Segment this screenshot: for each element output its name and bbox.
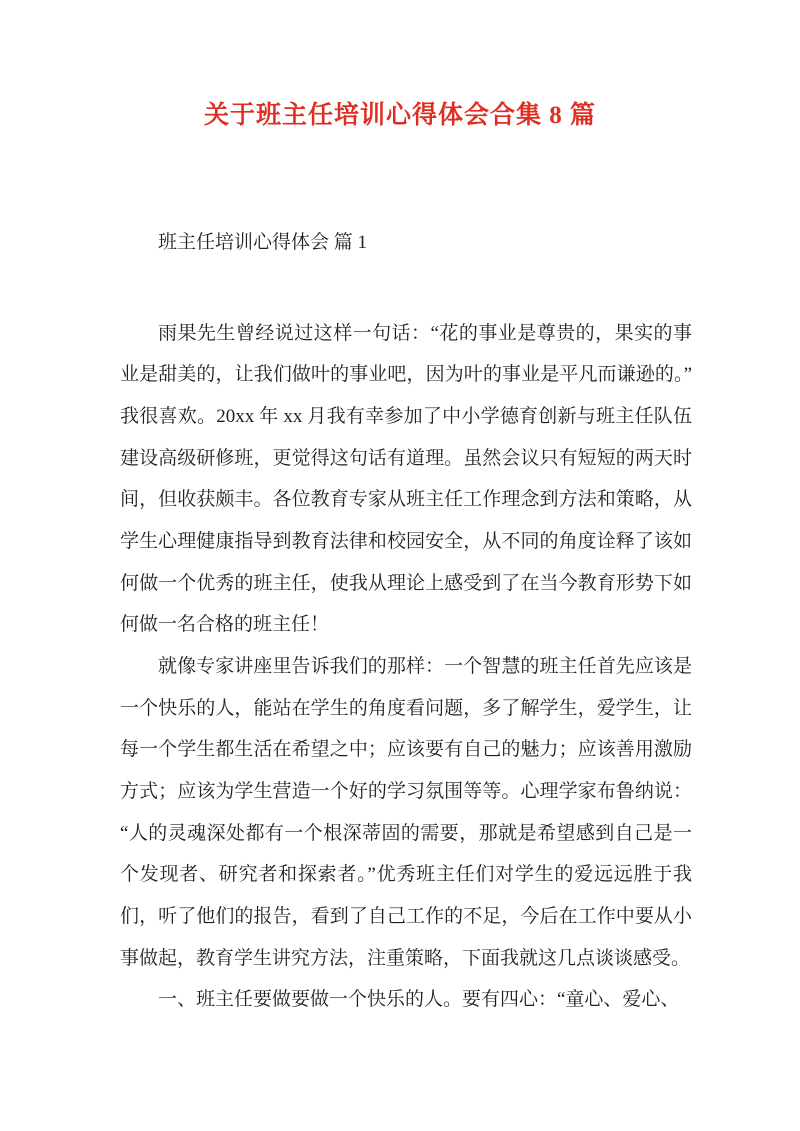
- paragraph-line: 事做起，教育学生讲究方法，注重策略，下面我就这几点谈谈感受。: [120, 947, 691, 969]
- paragraph-line: 一个快乐的人，能站在学生的角度看问题，多了解学生，爱学生，让: [120, 697, 692, 719]
- paragraph-line: 建设高级研修班，更觉得这句话有道理。虽然会议只有短短的两天时: [120, 447, 692, 469]
- paragraph-line: 何做一个优秀的班主任，使我从理论上感受到了在当今教育形势下如: [120, 572, 692, 594]
- paragraph-line: 们，听了他们的报告，看到了自己工作的不足，今后在工作中要从小: [120, 905, 692, 927]
- paragraph-line: 就像专家讲座里告诉我们的那样：一个智慧的班主任首先应该是: [158, 655, 692, 677]
- paragraph-line: 学生心理健康指导到教育法律和校园安全，从不同的角度诠释了该如: [120, 530, 692, 552]
- paragraph-line: 每一个学生都生活在希望之中；应该要有自己的魅力；应该善用激励: [120, 739, 692, 761]
- document-title: 关于班主任培训心得体会合集 8 篇: [203, 102, 596, 129]
- paragraph-line: 业是甜美的，让我们做叶的事业吧，因为叶的事业是平凡而谦逊的。”: [120, 364, 692, 386]
- document-body: [120, 313, 692, 1021]
- paragraph-line: 何做一名合格的班主任！: [120, 614, 330, 636]
- paragraph-line: “人的灵魂深处都有一个根深蒂固的需要，那就是希望感到自己是一: [120, 822, 692, 844]
- section-heading: 班主任培训心得体会 篇 1: [158, 232, 368, 253]
- paragraph-line: 我很喜欢。20xx 年 xx 月我有幸参加了中小学德育创新与班主任队伍: [120, 406, 692, 428]
- paragraph-line: 雨果先生曾经说过这样一句话：“花的事业是尊贵的，果实的事: [158, 322, 692, 344]
- paragraph-line: 个发现者、研究者和探索者。”优秀班主任们对学生的爱远远胜于我: [120, 864, 692, 886]
- paragraph-line: 方式；应该为学生营造一个好的学习氛围等等。心理学家布鲁纳说：: [120, 780, 692, 802]
- paragraph-line: 间，但收获颇丰。各位教育专家从班主任工作理念到方法和策略，从: [120, 489, 692, 511]
- paragraph-line: 一、班主任要做要做一个快乐的人。要有四心：“童心、爱心、: [158, 989, 680, 1011]
